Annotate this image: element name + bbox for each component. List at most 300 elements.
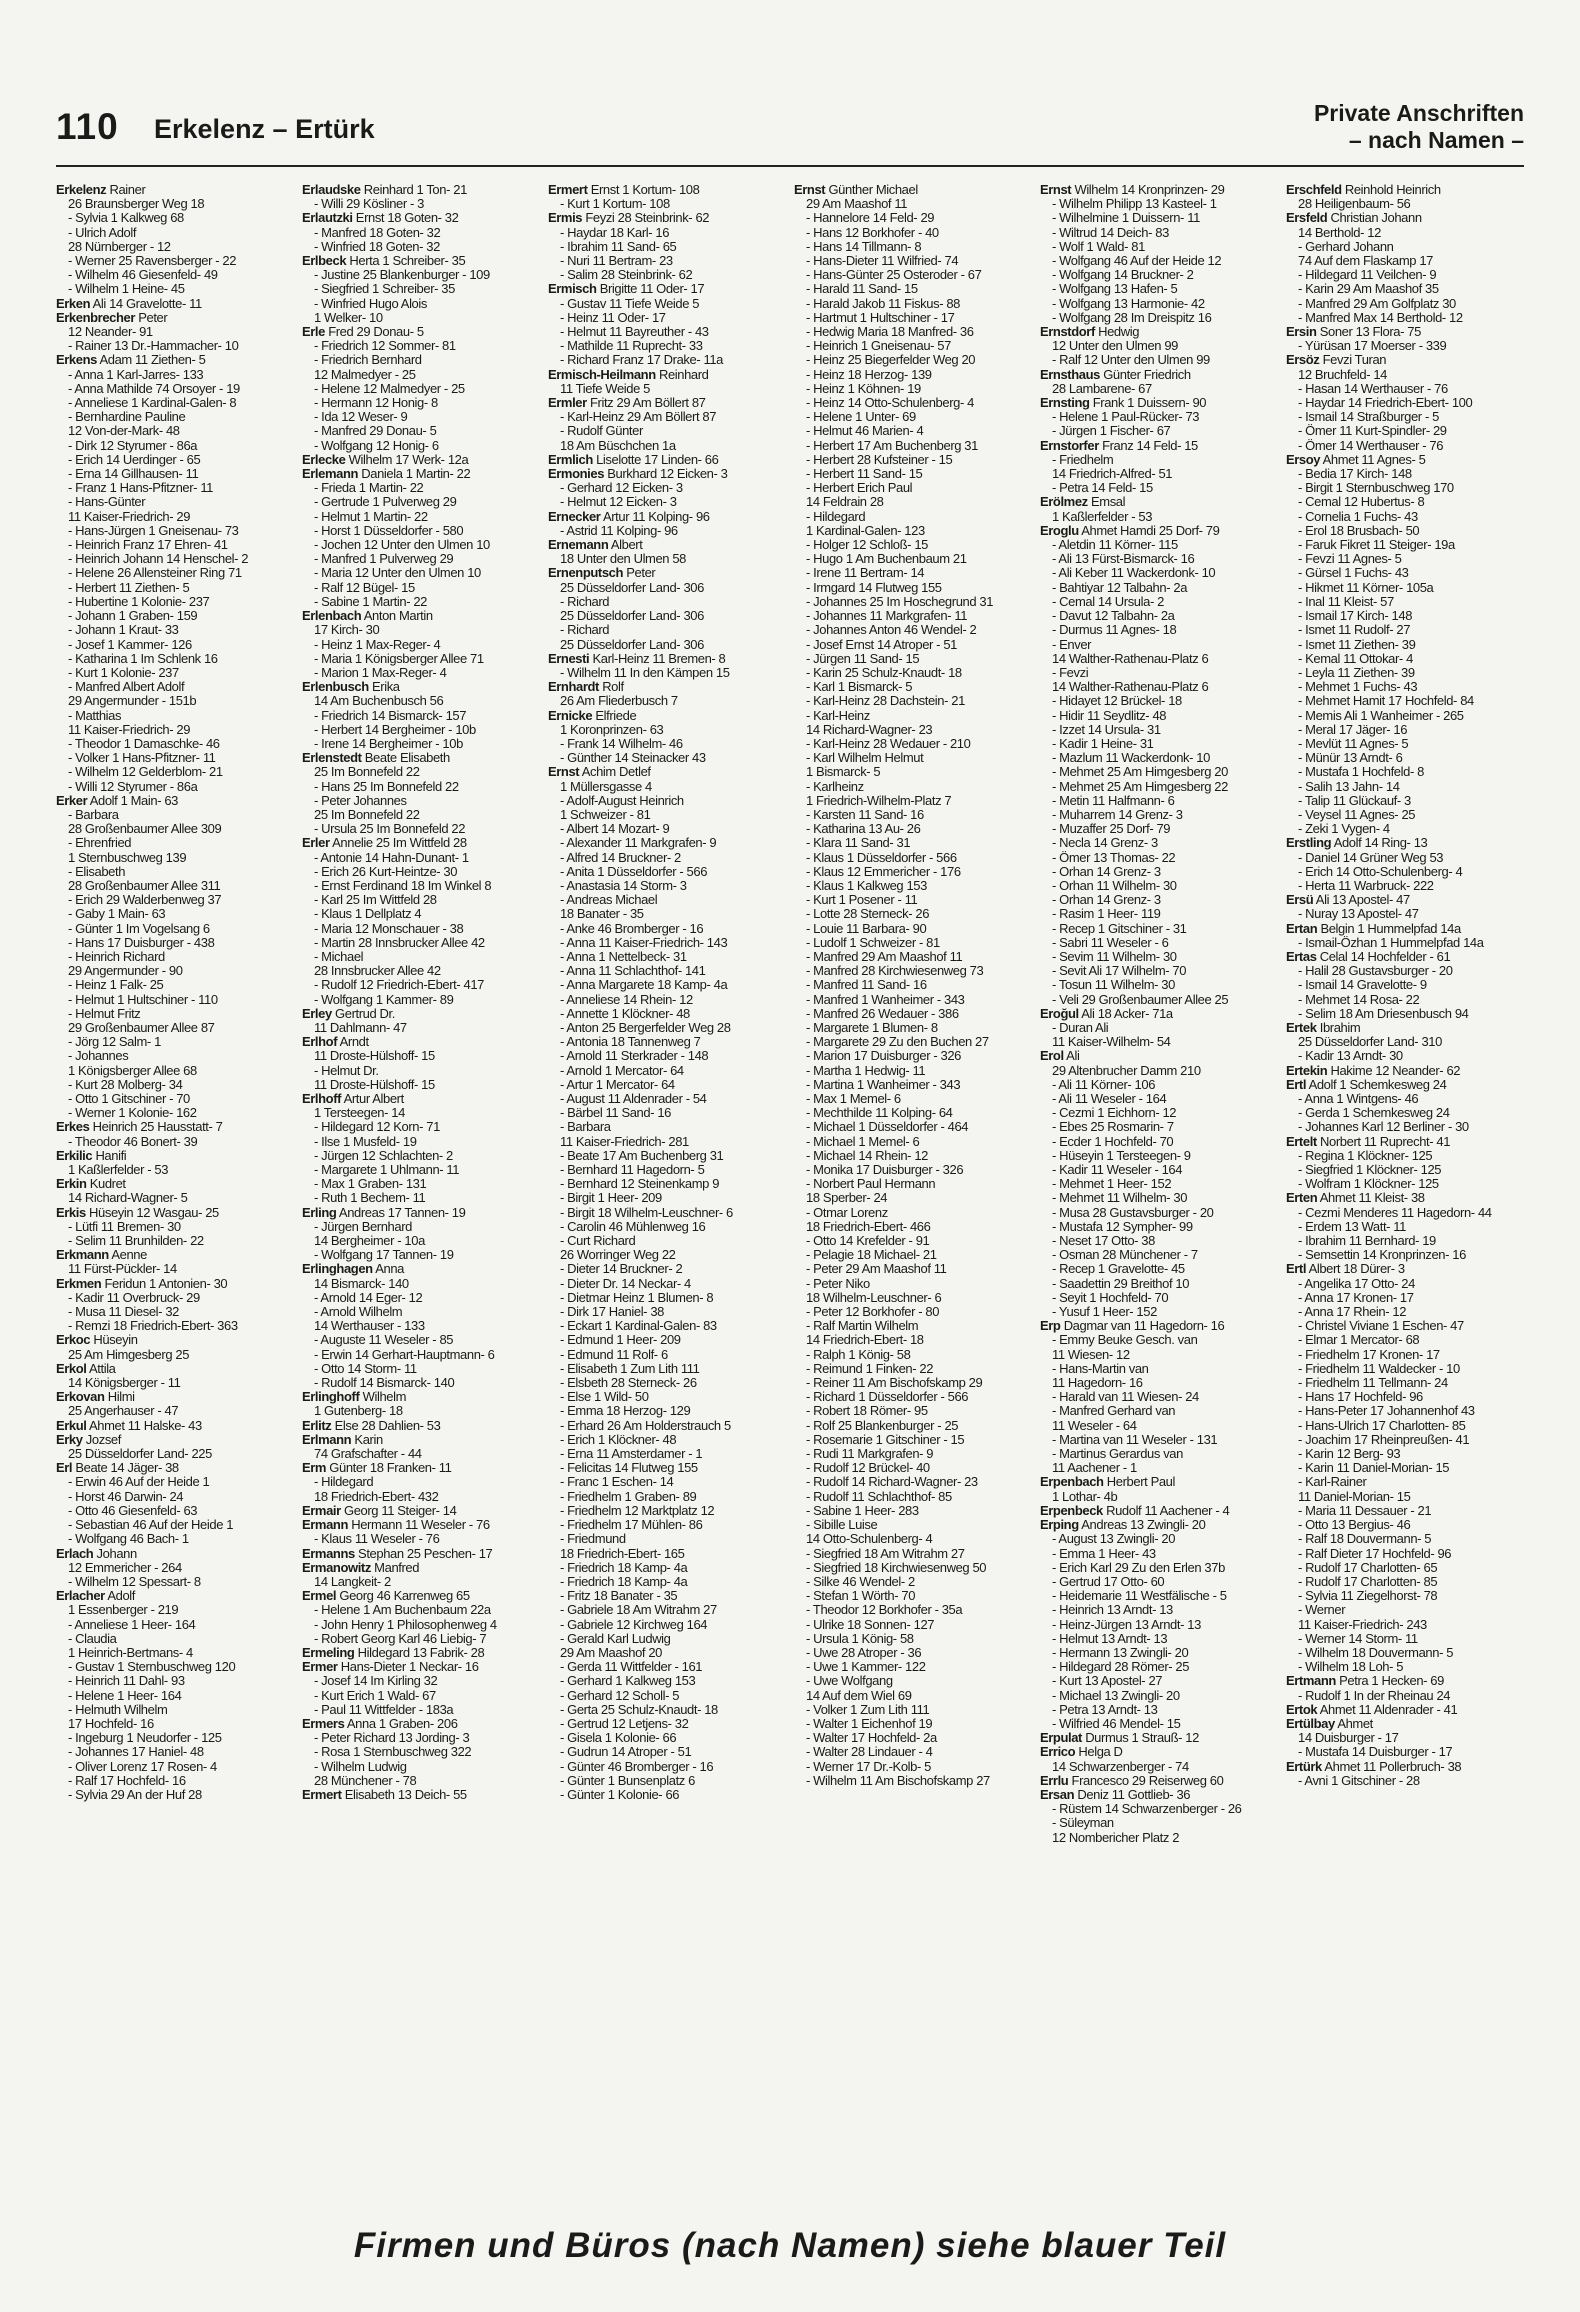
directory-entry: - Yusuf 1 Heer- 152 bbox=[1052, 1305, 1157, 1320]
directory-entry: - Gisela 1 Kolonie- 66 bbox=[560, 1731, 677, 1746]
directory-entry: - Wolfgang 12 Honig- 6 bbox=[314, 438, 439, 453]
directory-entry: - Otto 14 Storm- 11 bbox=[314, 1361, 417, 1376]
directory-entry: - Arnold Wilhelm bbox=[314, 1305, 403, 1320]
directory-entry: - Ralph 1 König- 58 bbox=[806, 1347, 911, 1362]
directory-entry: - Auguste 11 Weseler - 85 bbox=[314, 1333, 454, 1348]
directory-entry: - Irene 14 Bergheimer - 10b bbox=[314, 736, 463, 751]
directory-entry: 1 Kaßlerfelder - 53 bbox=[68, 1163, 169, 1178]
directory-entry: 14 Am Buchenbusch 56 bbox=[314, 694, 444, 709]
directory-entry: - Emma 1 Heer- 43 bbox=[1052, 1546, 1156, 1561]
directory-entry: - Michael 14 Rhein- 12 bbox=[806, 1148, 928, 1163]
directory-entry: - Wolfgang 46 Auf der Heide 12 bbox=[1052, 254, 1222, 269]
directory-entry: 1 Königsberger Allee 68 bbox=[68, 1063, 197, 1078]
directory-entry: - Bahtiyar 12 Talbahn- 2a bbox=[1052, 580, 1188, 595]
directory-entry: - Veli 29 Großenbaumer Allee 25 bbox=[1052, 992, 1229, 1007]
directory-entry: Erler Annelie 25 Im Wittfeld 28 bbox=[302, 836, 467, 851]
surname: Ermeling bbox=[302, 1645, 355, 1660]
surname: Erken bbox=[56, 296, 91, 311]
directory-entry: - Hidayet 12 Brückel- 18 bbox=[1052, 694, 1182, 709]
directory-entry: Ertok Ahmet 11 Aldenrader - 41 bbox=[1286, 1702, 1458, 1717]
surname: Ersoy bbox=[1286, 452, 1321, 467]
surname: Erm bbox=[302, 1461, 327, 1476]
directory-entry: - Mazlum 11 Wackerdonk- 10 bbox=[1052, 751, 1210, 766]
directory-entry: - Hubertine 1 Kolonie- 237 bbox=[68, 594, 210, 609]
surname: Erler bbox=[302, 836, 330, 851]
directory-entry: - Daniel 14 Grüner Weg 53 bbox=[1298, 850, 1444, 865]
directory-entry: - Peter 29 Am Maashof 11 bbox=[806, 1262, 947, 1277]
directory-entry: - Walter 17 Hochfeld- 2a bbox=[806, 1731, 937, 1746]
directory-entry: - Hans 12 Borkhofer - 40 bbox=[806, 225, 939, 240]
directory-entry: 25 Düsseldorfer Land- 225 bbox=[68, 1447, 212, 1462]
directory-entry: - Muzaffer 25 Dorf- 79 bbox=[1052, 822, 1171, 837]
surname: Ermert bbox=[302, 1787, 342, 1802]
directory-entry: 1 Gutenberg- 18 bbox=[314, 1404, 403, 1419]
directory-entry: 28 Münchener - 78 bbox=[314, 1773, 417, 1788]
directory-entry: 18 Friedrich-Ebert- 165 bbox=[560, 1546, 685, 1561]
surname: Erp bbox=[1040, 1319, 1061, 1334]
directory-entry: - Sevit Ali 17 Wilhelm- 70 bbox=[1052, 964, 1187, 979]
directory-entry: - Gabriele 12 Kirchweg 164 bbox=[560, 1617, 708, 1632]
directory-entry: 18 Sperber- 24 bbox=[806, 1191, 888, 1206]
directory-entry: - Salih 13 Jahn- 14 bbox=[1298, 779, 1400, 794]
directory-entry: - Ralf 12 Unter den Ulmen 99 bbox=[1052, 353, 1210, 368]
directory-entry: - Erdem 13 Watt- 11 bbox=[1298, 1219, 1406, 1234]
directory-entry: Ernst Günther Michael bbox=[794, 183, 918, 197]
directory-entry: 12 Neander- 91 bbox=[68, 325, 153, 340]
directory-entry: - Gertrude 1 Pulverweg 29 bbox=[314, 495, 457, 510]
directory-entry: - Seyit 1 Hochfeld- 70 bbox=[1052, 1290, 1169, 1305]
directory-entry: 1 Kardinal-Galen- 123 bbox=[806, 523, 925, 538]
surname: Erten bbox=[1286, 1191, 1318, 1206]
directory-entry: - Friedrich 14 Bismarck- 157 bbox=[314, 708, 467, 723]
surname: Erle bbox=[302, 325, 325, 340]
directory-entry: - Manfred 29 Am Maashof 11 bbox=[806, 949, 963, 964]
directory-entry: - Siegfried 18 Am Witrahm 27 bbox=[806, 1546, 965, 1561]
directory-entry: - Hans 17 Hochfeld- 96 bbox=[1298, 1390, 1423, 1405]
directory-entry: - Remzi 18 Friedrich-Ebert- 363 bbox=[68, 1319, 238, 1334]
directory-entry: - Richard 1 Düsseldorfer - 566 bbox=[806, 1390, 969, 1405]
directory-entry: - Hans-Jürgen 1 Gneisenau- 73 bbox=[68, 523, 239, 538]
directory-entry: - Peter Richard 13 Jording- 3 bbox=[314, 1731, 470, 1746]
surname: Erkelenz bbox=[56, 183, 107, 197]
directory-entry: - Hans-Peter 17 Johannenhof 43 bbox=[1298, 1404, 1475, 1419]
surname: Ermann bbox=[302, 1518, 349, 1533]
directory-entry: - Wolfgang 28 Im Dreispitz 16 bbox=[1052, 310, 1212, 325]
directory-entry: - Heinz 1 Max-Reger- 4 bbox=[314, 637, 441, 652]
directory-entry: - Anita 1 Düsseldorfer - 566 bbox=[560, 864, 708, 879]
directory-entry: - Robert Georg Karl 46 Liebig- 7 bbox=[314, 1631, 487, 1646]
surname: Erley bbox=[302, 1006, 332, 1021]
directory-entry: - Jörg 12 Salm- 1 bbox=[68, 1035, 161, 1050]
directory-entry: - Elsbeth 28 Sterneck- 26 bbox=[560, 1376, 697, 1391]
directory-entry: - Gerhard 12 Eicken- 3 bbox=[560, 481, 683, 496]
directory-entry: Ermisch-Heilmann Reinhard bbox=[548, 367, 709, 382]
directory-entry: - Günter 1 Bunsenplatz 6 bbox=[560, 1773, 695, 1788]
directory-entry: - Johannes Anton 46 Wendel- 2 bbox=[806, 623, 977, 638]
directory-entry: - Bernhard 11 Hagedorn- 5 bbox=[560, 1163, 705, 1178]
directory-entry: 26 Am Fliederbusch 7 bbox=[560, 694, 678, 709]
directory-entry: Erky Jozsef bbox=[56, 1432, 121, 1447]
directory-entry: - Anna 17 Rhein- 12 bbox=[1298, 1305, 1407, 1320]
surname: Erping bbox=[1040, 1518, 1079, 1533]
directory-entry: - Curt Richard bbox=[560, 1234, 636, 1249]
directory-entry: Ernemann Albert bbox=[548, 538, 643, 553]
directory-entry: - Maria 12 Unter den Ulmen 10 bbox=[314, 566, 481, 581]
directory-entry: - Heinz 1 Falk- 25 bbox=[68, 978, 164, 993]
directory-entry: - Wilhelm 18 Douvermann- 5 bbox=[1298, 1645, 1454, 1660]
directory-entry: - Necla 14 Grenz- 3 bbox=[1052, 836, 1158, 851]
directory-entry: Erm Günter 18 Franken- 11 bbox=[302, 1461, 452, 1476]
directory-entry: - Friedhelm bbox=[1052, 452, 1114, 467]
directory-entry: - Werner bbox=[1298, 1603, 1346, 1618]
directory-entry: - Friedrich 12 Sommer- 81 bbox=[314, 339, 456, 354]
directory-entry: - Friedhelm 11 Waldecker - 10 bbox=[1298, 1361, 1460, 1376]
directory-entry: 11 Kaiser-Friedrich- 29 bbox=[68, 722, 191, 737]
directory-entry: - Heinz 25 Biegerfelder Weg 20 bbox=[806, 353, 976, 368]
directory-entry: - Dirk 12 Styrumer - 86a bbox=[68, 438, 198, 453]
directory-entry: - Münür 13 Arndt- 6 bbox=[1298, 751, 1403, 766]
surname: Eroglu bbox=[1040, 523, 1079, 538]
directory-entry: - Willi 29 Kösliner - 3 bbox=[314, 197, 424, 212]
directory-entry: - Carolin 46 Mühlenweg 16 bbox=[560, 1219, 706, 1234]
directory-entry: Erlenbusch Erika bbox=[302, 680, 400, 695]
directory-entry: - Osman 28 Münchener - 7 bbox=[1052, 1248, 1198, 1263]
directory-entry: Erlenbach Anton Martin bbox=[302, 609, 433, 624]
directory-entry: - Manfred 28 Kirchwiesenweg 73 bbox=[806, 964, 984, 979]
directory-entry: - Manfred 1 Wanheimer - 343 bbox=[806, 992, 965, 1007]
directory-entry: - Wilhelm 12 Spessart- 8 bbox=[68, 1574, 201, 1589]
directory-entry: - Wolfgang 1 Kammer- 89 bbox=[314, 992, 454, 1007]
directory-entry: - Friedhelm 1 Graben- 89 bbox=[560, 1489, 697, 1504]
directory-entry: - Orhan 14 Grenz- 3 bbox=[1052, 893, 1161, 908]
surname: Ertan bbox=[1286, 921, 1318, 936]
directory-entry: - Ralf 17 Hochfeld- 16 bbox=[68, 1773, 186, 1788]
directory-entry: 14 Duisburger - 17 bbox=[1298, 1731, 1399, 1746]
directory-entry: Erölmez Emsal bbox=[1040, 495, 1126, 510]
directory-entry: - Erol 18 Brusbach- 50 bbox=[1298, 523, 1420, 538]
surname: Erkes bbox=[56, 1120, 90, 1135]
directory-entry: - Martin 28 Innsbrucker Allee 42 bbox=[314, 935, 485, 950]
directory-entry: - Ursula 25 Im Bonnefeld 22 bbox=[314, 822, 466, 837]
directory-entry: Erkilic Hanifi bbox=[56, 1148, 127, 1163]
directory-column bbox=[1286, 183, 1524, 2200]
surname: Ernstdorf bbox=[1040, 325, 1095, 340]
directory-entry: - Franz 1 Hans-Pfitzner- 11 bbox=[68, 481, 214, 496]
directory-entry: - Neset 17 Otto- 38 bbox=[1052, 1234, 1155, 1249]
directory-entry: - Hildegard 12 Korn- 71 bbox=[314, 1120, 440, 1135]
directory-column bbox=[794, 183, 1032, 2200]
directory-entry: - Michael 1 Memel- 6 bbox=[806, 1134, 920, 1149]
directory-entry: - Anke 46 Bromberger - 16 bbox=[560, 921, 704, 936]
directory-entry: - Klaus 1 Dellplatz 4 bbox=[314, 907, 422, 922]
surname: Erkmen bbox=[56, 1276, 102, 1291]
directory-entry: - Volker 1 Zum Lith 111 bbox=[806, 1702, 930, 1717]
directory-entry: Erkis Hüseyin 12 Wasgau- 25 bbox=[56, 1205, 219, 1220]
directory-entry: - Mehmet 1 Fuchs- 43 bbox=[1298, 680, 1418, 695]
directory-entry: 18 Am Büschchen 1a bbox=[560, 438, 676, 453]
directory-entry: - Kadir 11 Overbruck- 29 bbox=[68, 1290, 200, 1305]
footer-note: Firmen und Büros (nach Namen) siehe blauer Teil bbox=[353, 2226, 1227, 2265]
directory-entry: Erlinghagen Anna bbox=[302, 1262, 404, 1277]
directory-entry: - Yürüsan 17 Moerser - 339 bbox=[1298, 339, 1447, 354]
directory-entry: 12 Von-der-Mark- 48 bbox=[68, 424, 180, 439]
directory-entry: Ertülbay Ahmet bbox=[1286, 1716, 1373, 1731]
directory-entry: - Heinrich 13 Arndt- 13 bbox=[1052, 1603, 1173, 1618]
directory-entry: - Regina 1 Klöckner- 125 bbox=[1298, 1148, 1433, 1163]
directory-entry: - Ali 11 Körner- 106 bbox=[1052, 1077, 1156, 1092]
directory-entry: 1 Welker- 10 bbox=[314, 310, 383, 325]
surname: Ermel bbox=[302, 1589, 337, 1604]
surname: Ertelt bbox=[1286, 1134, 1317, 1149]
directory-entry: - Klaus 1 Kalkweg 153 bbox=[806, 878, 927, 893]
directory-entry: - Helmut 1 Hultschiner - 110 bbox=[68, 992, 218, 1007]
directory-entry: - Musa 11 Diesel- 32 bbox=[68, 1305, 179, 1320]
directory-entry: Erlenstedt Beate Elisabeth bbox=[302, 751, 450, 766]
surname: Erlautzki bbox=[302, 211, 353, 226]
directory-entry: - Anna Mathilde 74 Orsoyer - 19 bbox=[68, 381, 240, 396]
directory-entry: - Herbert 11 Sand- 15 bbox=[806, 467, 923, 482]
directory-entry: - Jürgen 12 Schlachten- 2 bbox=[314, 1148, 453, 1163]
surname: Erpenbeck bbox=[1040, 1503, 1103, 1518]
directory-entry: - Helene 26 Allensteiner Ring 71 bbox=[68, 566, 242, 581]
directory-entry: - Anna 1 Nettelbeck- 31 bbox=[560, 949, 687, 964]
directory-entry: - Hans-Günter 25 Osteroder - 67 bbox=[806, 268, 982, 283]
directory-entry: - Cezmi Menderes 11 Hagedorn- 44 bbox=[1298, 1205, 1492, 1220]
directory-entry: - Herbert 14 Bergheimer - 10b bbox=[314, 722, 476, 737]
directory-entry: - Friedrich 18 Kamp- 4a bbox=[560, 1574, 688, 1589]
directory-entry: - Erwin 14 Gerhart-Hauptmann- 6 bbox=[314, 1347, 495, 1362]
surname: Ernicke bbox=[548, 708, 593, 723]
directory-entry: - Nuri 11 Bertram- 23 bbox=[560, 254, 673, 269]
directory-entry: - Cornelia 1 Fuchs- 43 bbox=[1298, 509, 1418, 524]
directory-entry: - Anna 1 Wintgens- 46 bbox=[1298, 1092, 1419, 1106]
directory-entry: - Angelika 17 Otto- 24 bbox=[1298, 1276, 1415, 1291]
directory-entry: Ersin Soner 13 Flora- 75 bbox=[1286, 325, 1421, 340]
directory-entry: - Gaby 1 Main- 63 bbox=[68, 907, 166, 922]
directory-entry: - Alfred 14 Bruckner- 2 bbox=[560, 850, 681, 865]
directory-entry: - Birgit 1 Heer- 209 bbox=[560, 1191, 662, 1206]
surname: Ertok bbox=[1286, 1702, 1318, 1717]
directory-entry: - Nuray 13 Apostel- 47 bbox=[1298, 907, 1419, 922]
directory-entry: - Uwe 28 Atroper - 36 bbox=[806, 1645, 922, 1660]
directory-entry: 29 Am Maashof 20 bbox=[560, 1645, 662, 1660]
directory-entry: - Friedrich 18 Kamp- 4a bbox=[560, 1560, 688, 1575]
surname: Ernemann bbox=[548, 538, 609, 553]
directory-entry: - Horst 46 Darwin- 24 bbox=[68, 1489, 184, 1504]
directory-entry: - Erhard 26 Am Holderstrauch 5 bbox=[560, 1418, 731, 1433]
directory-entry: - Mustafa 12 Sympher- 99 bbox=[1052, 1219, 1193, 1234]
surname: Erlenstedt bbox=[302, 751, 362, 766]
directory-entry: - Helene 1 Am Buchenbaum 22a bbox=[314, 1603, 491, 1618]
directory-entry: - Gürsel 1 Fuchs- 43 bbox=[1298, 566, 1409, 581]
directory-entry: 1 Lothar- 4b bbox=[1052, 1489, 1118, 1504]
directory-entry: 14 Berthold- 12 bbox=[1298, 225, 1381, 240]
directory-entry: - Michael 1 Düsseldorfer - 464 bbox=[806, 1120, 969, 1135]
directory-entry: - Gabriele 18 Am Witrahm 27 bbox=[560, 1603, 717, 1618]
surname: Ersü bbox=[1286, 893, 1314, 908]
directory-entry: 26 Braunsberger Weg 18 bbox=[68, 197, 205, 212]
directory-entry: - Ismail 14 Straßburger - 5 bbox=[1298, 410, 1439, 425]
directory-entry: - Recep 1 Gravelotte- 45 bbox=[1052, 1262, 1185, 1277]
directory-entry: 14 Richard-Wagner- 5 bbox=[68, 1191, 188, 1206]
directory-entry: - Irene 11 Bertram- 14 bbox=[806, 566, 925, 581]
directory-entry: 1 Sternbuschweg 139 bbox=[68, 850, 187, 865]
directory-entry: - Mehmet 14 Rosa- 22 bbox=[1298, 992, 1420, 1007]
directory-entry: - Beate 17 Am Buchenberg 31 bbox=[560, 1148, 724, 1163]
directory-entry: - Karin 25 Schulz-Knaudt- 18 bbox=[806, 665, 962, 680]
directory-entry: - Ralf 18 Douvermann- 5 bbox=[1298, 1532, 1432, 1547]
directory-entry: - Hildegard 28 Römer- 25 bbox=[1052, 1660, 1190, 1675]
page-header bbox=[56, 100, 1524, 160]
directory-entry: - Ulrich Adolf bbox=[68, 225, 137, 240]
directory-entry: - Uwe Wolfgang bbox=[806, 1674, 893, 1689]
directory-entry: - Marion 1 Max-Reger- 4 bbox=[314, 665, 447, 680]
surname: Ertürk bbox=[1286, 1759, 1322, 1774]
directory-entry: - Ismail 14 Gravelotte- 9 bbox=[1298, 978, 1427, 993]
directory-entry: Ermler Fritz 29 Am Böllert 87 bbox=[548, 396, 706, 411]
directory-entry: - Jürgen 11 Sand- 15 bbox=[806, 651, 920, 666]
surname: Ernstorfer bbox=[1040, 438, 1099, 453]
directory-entry: 14 Bismarck- 140 bbox=[314, 1276, 409, 1291]
surname: Ermer bbox=[302, 1660, 338, 1675]
surname: Erlaudske bbox=[302, 183, 361, 197]
directory-entry: - Orhan 14 Grenz- 3 bbox=[1052, 864, 1161, 879]
directory-entry: - Sevim 11 Wilhelm- 30 bbox=[1052, 949, 1177, 964]
directory-entry: - Ernst Ferdinand 18 Im Winkel 8 bbox=[314, 878, 492, 893]
directory-entry: - Kurt 28 Molberg- 34 bbox=[68, 1077, 183, 1092]
directory-entry: - Hermann 12 Honig- 8 bbox=[314, 396, 438, 411]
directory-entry: - Franc 1 Eschen- 14 bbox=[560, 1475, 674, 1490]
directory-entry: - Rudolf 14 Bismarck- 140 bbox=[314, 1376, 455, 1391]
surname: Ersöz bbox=[1286, 353, 1320, 368]
directory-entry: - Günther 14 Steinacker 43 bbox=[560, 751, 706, 766]
directory-entry: Ermisch Brigitte 11 Oder- 17 bbox=[548, 282, 705, 297]
directory-entry: Ernstorfer Franz 14 Feld- 15 bbox=[1040, 438, 1198, 453]
directory-entry: 12 Nombericher Platz 2 bbox=[1052, 1830, 1180, 1845]
directory-entry: 14 Walther-Rathenau-Platz 6 bbox=[1052, 680, 1209, 695]
directory-entry: Erpenbach Herbert Paul bbox=[1040, 1475, 1175, 1490]
surname: Erlhof bbox=[302, 1035, 338, 1050]
directory-entry: - Antonia 18 Tannenweg 7 bbox=[560, 1035, 701, 1050]
directory-entry: - Mehmet 25 Am Himgesberg 20 bbox=[1052, 765, 1228, 780]
directory-entry: - Herbert Erich Paul bbox=[806, 481, 913, 496]
directory-entry: - Katharina 13 Au- 26 bbox=[806, 822, 921, 837]
directory-entry: - Sebastian 46 Auf der Heide 1 bbox=[68, 1518, 234, 1533]
directory-entry: - Eckart 1 Kardinal-Galen- 83 bbox=[560, 1319, 717, 1334]
directory-entry: - Petra 13 Arndt- 13 bbox=[1052, 1702, 1158, 1717]
directory-entry: - Emma 18 Herzog- 129 bbox=[560, 1404, 691, 1419]
directory-entry: - Anneliese 14 Rhein- 12 bbox=[560, 992, 693, 1007]
running-title: Erkelenz – Ertürk bbox=[154, 114, 375, 144]
directory-entry: 17 Hochfeld- 16 bbox=[68, 1716, 154, 1731]
directory-entry: - Hans 17 Duisburger - 438 bbox=[68, 935, 215, 950]
directory-entry: 14 Schwarzenberger - 74 bbox=[1052, 1759, 1189, 1774]
directory-entry: - Frieda 1 Martin- 22 bbox=[314, 481, 424, 496]
directory-entry: - Rainer 13 Dr.-Hammacher- 10 bbox=[68, 339, 239, 354]
directory-entry: - Joachim 17 Rheinpreußen- 41 bbox=[1298, 1432, 1470, 1447]
surname: Erlmann bbox=[302, 1432, 352, 1447]
directory-entry: 29 Angermunder - 90 bbox=[68, 964, 183, 979]
directory-entry: - Ida 12 Weser- 9 bbox=[314, 410, 408, 425]
surname: Ernesti bbox=[548, 651, 590, 666]
directory-entry: - Kurt 1 Kortum- 108 bbox=[560, 197, 670, 212]
directory-entry: - Josef Ernst 14 Atroper - 51 bbox=[806, 637, 957, 652]
directory-entry: 11 Kaiser-Wilhelm- 54 bbox=[1052, 1035, 1171, 1050]
directory-entry: Erle Fred 29 Donau- 5 bbox=[302, 325, 424, 340]
directory-entry: 18 Wilhelm-Leuschner- 6 bbox=[806, 1290, 942, 1305]
directory-entry: - Dieter Dr. 14 Neckar- 4 bbox=[560, 1276, 691, 1291]
directory-entry: - Erich 14 Otto-Schulenberg- 4 bbox=[1298, 864, 1463, 879]
directory-entry: - Helmut 13 Arndt- 13 bbox=[1052, 1631, 1168, 1646]
directory-entry: - Bernhard 12 Steinenkamp 9 bbox=[560, 1177, 720, 1192]
directory-entry: 18 Unter den Ulmen 58 bbox=[560, 552, 687, 567]
surname: Ernecker bbox=[548, 509, 601, 524]
directory-entry: Ernesti Karl-Heinz 11 Bremen- 8 bbox=[548, 651, 726, 666]
directory-entry: - Maria 12 Monschauer - 38 bbox=[314, 921, 464, 936]
directory-entry: - Stefan 1 Wörth- 70 bbox=[806, 1589, 916, 1604]
directory-entry: - Rasim 1 Heer- 119 bbox=[1052, 907, 1161, 922]
directory-entry: - Musa 28 Gustavsburger - 20 bbox=[1052, 1205, 1214, 1220]
surname: Erlinghagen bbox=[302, 1262, 373, 1277]
directory-entry: Ermann Hermann 11 Weseler - 76 bbox=[302, 1518, 490, 1533]
directory-entry: - Paul 11 Wittfelder - 183a bbox=[314, 1702, 454, 1717]
directory-entry: Ernenputsch Peter bbox=[548, 566, 656, 581]
surname: Ernsthaus bbox=[1040, 367, 1100, 382]
directory-entry: Erkmann Aenne bbox=[56, 1248, 147, 1263]
directory-entry: - Anastasia 14 Storm- 3 bbox=[560, 878, 687, 893]
surname: Errlu bbox=[1040, 1773, 1069, 1788]
directory-entry: - Gerhard 12 Scholl- 5 bbox=[560, 1688, 680, 1703]
directory-entry: - Mehmet 1 Heer- 152 bbox=[1052, 1177, 1172, 1192]
directory-entry: 74 Grafschafter - 44 bbox=[314, 1447, 422, 1462]
directory-entry: - Orhan 11 Wilhelm- 30 bbox=[1052, 878, 1177, 893]
directory-entry: - Helmut 1 Martin- 22 bbox=[314, 509, 428, 524]
directory-entry: - Martha 1 Hedwig- 11 bbox=[806, 1063, 926, 1078]
directory-entry: - Werner 1 Kolonie- 162 bbox=[68, 1106, 197, 1121]
directory-entry: - Helene 1 Unter- 69 bbox=[806, 410, 916, 425]
surname: Erpulat bbox=[1040, 1731, 1082, 1746]
directory-entry: Errlu Francesco 29 Reiserweg 60 bbox=[1040, 1773, 1224, 1788]
directory-entry: - Birgit 1 Sternbuschweg 170 bbox=[1298, 481, 1454, 496]
directory-entry: Ertürk Ahmet 11 Pollerbruch- 38 bbox=[1286, 1759, 1462, 1774]
directory-entry: - Richard Franz 17 Drake- 11a bbox=[560, 353, 724, 368]
directory-entry: - Marion 17 Duisburger - 326 bbox=[806, 1049, 961, 1064]
directory-entry: Ernicke Elfriede bbox=[548, 708, 637, 723]
surname: Ertekin bbox=[1286, 1063, 1328, 1078]
directory-entry: - Harald van 11 Wiesen- 24 bbox=[1052, 1390, 1199, 1405]
directory-entry: - Otto 46 Giesenfeld- 63 bbox=[68, 1503, 198, 1518]
directory-entry: Ermel Georg 46 Karrenweg 65 bbox=[302, 1589, 470, 1604]
directory-entry: 14 Richard-Wagner- 23 bbox=[806, 722, 933, 737]
directory-entry: - Wilhelmine 1 Duissern- 11 bbox=[1052, 211, 1200, 226]
directory-entry: - Manfred 1 Pulverweg 29 bbox=[314, 552, 454, 567]
directory-entry: - Manfred Gerhard van bbox=[1052, 1404, 1176, 1419]
directory-entry: Erpenbeck Rudolf 11 Aachener - 4 bbox=[1040, 1503, 1230, 1518]
directory-entry: - Wilhelm 46 Giesenfeld- 49 bbox=[68, 268, 218, 283]
surname: Erol bbox=[1040, 1049, 1064, 1064]
directory-entry: - Hans-Günter bbox=[68, 495, 146, 510]
directory-entry: 1 Kaßlerfelder - 53 bbox=[1052, 509, 1153, 524]
directory-entry: Erlacher Adolf bbox=[56, 1589, 135, 1604]
directory-entry: - Mehmet 25 Am Himgesberg 22 bbox=[1052, 779, 1228, 794]
directory-entry: 11 Dahlmann- 47 bbox=[314, 1020, 407, 1035]
directory-entry: - Sylvia 11 Ziegelhorst- 78 bbox=[1298, 1589, 1438, 1604]
directory-entry: - Karin 12 Berg- 93 bbox=[1298, 1447, 1401, 1462]
directory-entry: Ermanns Stephan 25 Peschen- 17 bbox=[302, 1546, 493, 1561]
directory-entry: - Wilfried 46 Mendel- 15 bbox=[1052, 1716, 1181, 1731]
directory-entry: Ernecker Artur 11 Kolping- 96 bbox=[548, 509, 710, 524]
directory-entry: - Barbara bbox=[560, 1120, 611, 1135]
